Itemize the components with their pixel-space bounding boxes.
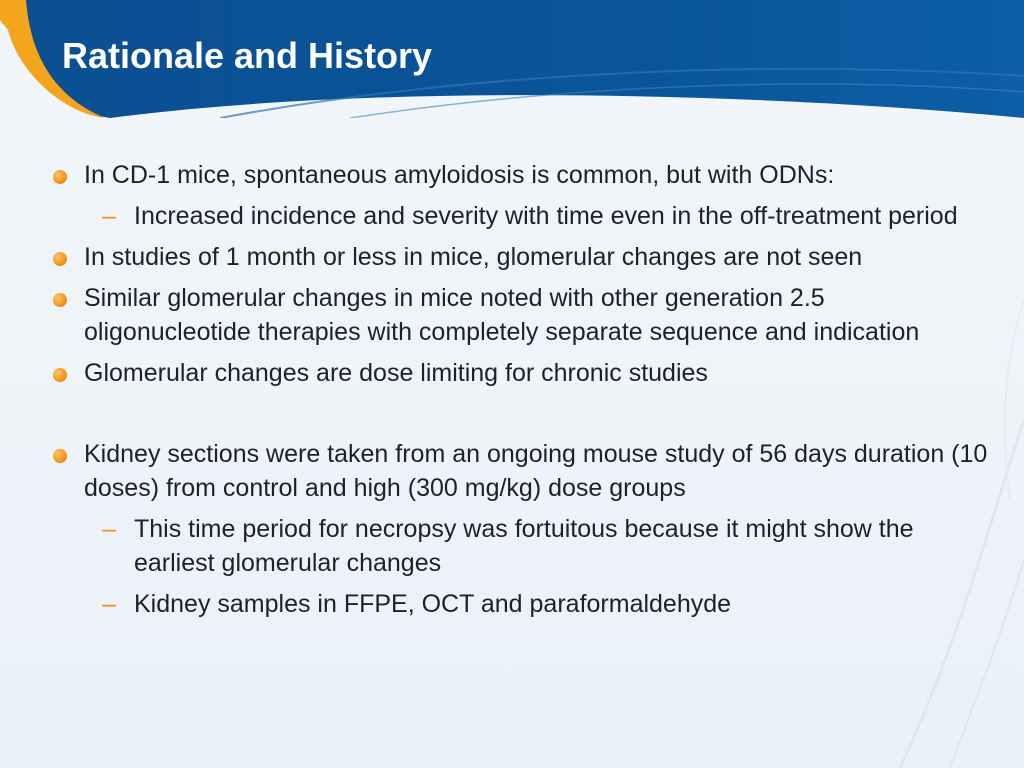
- bullet-dot-icon: [53, 293, 67, 307]
- dash-marker: –: [102, 515, 116, 543]
- sub-bullet-text: Kidney samples in FFPE, OCT and paraformaldehyde: [134, 590, 732, 618]
- bullet-dot-icon: [53, 449, 67, 463]
- bullet-text: In studies of 1 month or less in mice, glomerular changes are not seen: [84, 243, 863, 271]
- sub-bullet-text: Increased incidence and severity with time even in the off-treatment period: [134, 202, 958, 230]
- bullet-dot-icon: [53, 368, 67, 382]
- sub-bullet-text: This time period for necropsy was fortuitous because it might show the earliest glomerular changes: [134, 515, 914, 577]
- bullet-item: [52, 240, 992, 274]
- bullet-dot-icon: [53, 252, 67, 266]
- bullet-item: [52, 356, 992, 390]
- bullet-text: Kidney sections were taken from an ongoing mouse study of 56 days duration (10 doses) from control and high (300 mg/kg) dose groups: [84, 440, 988, 502]
- bullet-item: [52, 158, 992, 192]
- dash-marker: –: [102, 202, 116, 230]
- spacer: [52, 397, 992, 437]
- bullet-text: Similar glomerular changes in mice noted with other generation 2.5 oligonucleotide therapies with completely separate sequence and indication: [84, 284, 920, 346]
- bullet-text: In CD-1 mice, spontaneous amyloidosis is common, but with ODNs:: [84, 161, 835, 189]
- bullet-dot-icon: [53, 170, 67, 184]
- dash-marker: –: [102, 590, 116, 618]
- bullet-item: [52, 281, 992, 349]
- bullet-item: [52, 437, 992, 505]
- sub-bullet-item: [52, 512, 992, 580]
- sub-bullet-item: [52, 199, 992, 233]
- sub-bullet-item: [52, 587, 992, 621]
- bullet-text: Glomerular changes are dose limiting for chronic studies: [84, 359, 708, 387]
- slide-body: [52, 158, 992, 628]
- slide-title: Rationale and History: [62, 35, 433, 76]
